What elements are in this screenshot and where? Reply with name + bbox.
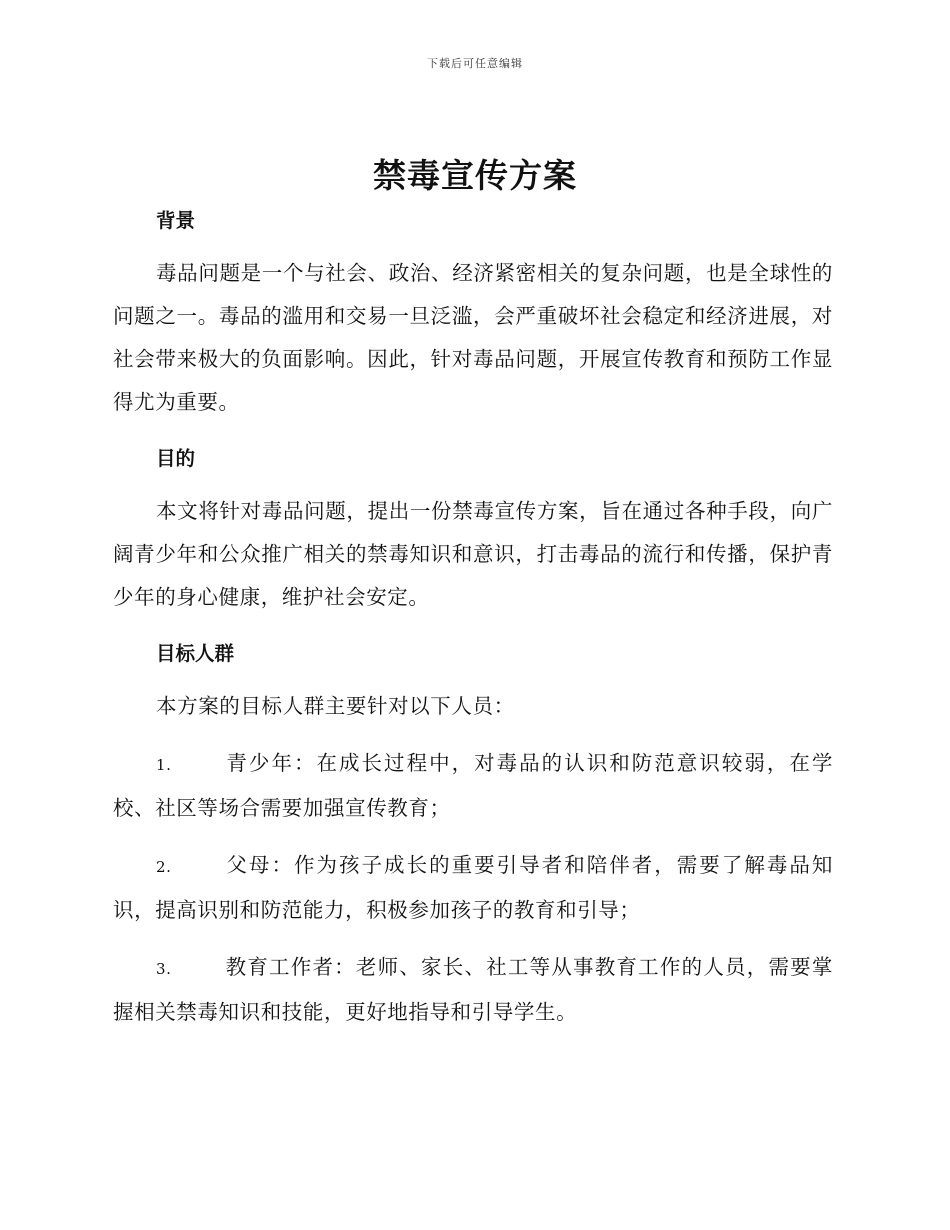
section-heading-purpose: 目的: [156, 447, 196, 470]
list-item-text: 教育工作者：老师、家长、社工等从事教育工作的人员，需要掌握相关禁毒知识和技能，更好地指导和引导学生。: [113, 955, 833, 1024]
list-item-text: 父母：作为孩子成长的重要引导者和陪伴者，需要了解毒品知识，提高识别和防范能力，积极参加孩子的教育和引导；: [113, 853, 833, 922]
document-body: [113, 204, 833, 1034]
list-item: [113, 742, 833, 830]
section-heading-background: 背景: [156, 209, 196, 232]
list-item: [113, 844, 833, 932]
section-paragraph-background: 毒品问题是一个与社会、政治、经济紧密相关的复杂问题，也是全球性的问题之一。毒品的滥用和交易一旦泛滥，会严重破坏社会稳定和经济进展，对社会带来极大的负面影响。因此，针对毒品问题，开展宣传教育和预防工作显得尤为重要。: [113, 261, 833, 414]
list-item-number: 1.: [156, 756, 172, 774]
section-paragraph-purpose: 本文将针对毒品问题，提出一份禁毒宣传方案，旨在通过各种手段，向广阔青少年和公众推广相关的禁毒知识和意识，打击毒品的流行和传播，保护青少年的身心健康，维护社会安定。: [113, 499, 833, 609]
list-item: [113, 946, 833, 1034]
list-item-text: 青少年：在成长过程中，对毒品的认识和防范意识较弱，在学校、社区等场合需要加强宣传教育；: [113, 751, 833, 820]
section-heading-target-audience: 目标人群: [156, 642, 235, 665]
list-item-number: 2.: [156, 858, 172, 876]
list-item-number: 3.: [156, 960, 172, 978]
header-note: 下载后可任意编辑: [427, 57, 523, 70]
document-title: 禁毒宣传方案: [373, 156, 577, 195]
section-paragraph-target-audience: 本方案的目标人群主要针对以下人员：: [156, 694, 515, 718]
